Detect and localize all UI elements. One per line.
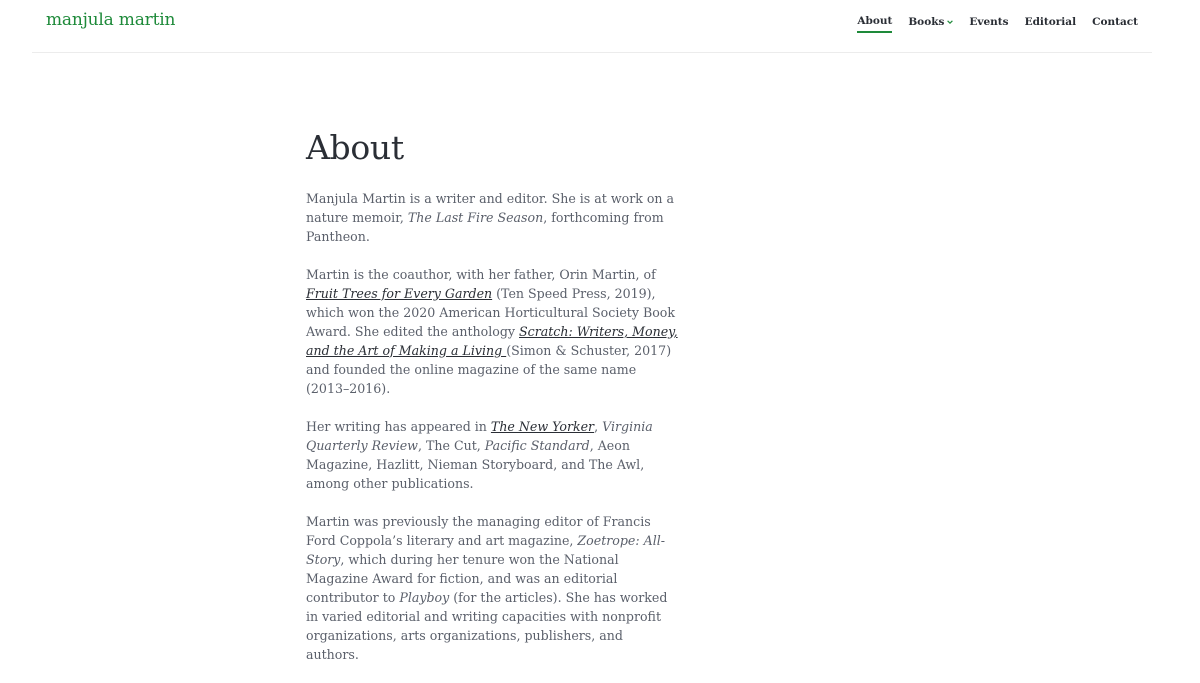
link-scratch[interactable]: Scratch: Writers, Money, and the Art of Making a Living — [306, 324, 678, 358]
text: (for the articles). She has worked in varied editorial and writing capacities with nonprofit organizations, arts organizations, publishers, and authors. — [306, 590, 668, 662]
text: Martin is the coauthor, with her father, Orin Martin, of — [306, 267, 656, 282]
bio-paragraph-2 — [306, 265, 678, 398]
text: Manjula Martin is a writer and editor. She is at work on a nature memoir, — [306, 191, 675, 225]
site-title-link[interactable]: manjula martin — [46, 10, 176, 30]
link-new-yorker[interactable]: The New Yorker — [490, 419, 595, 434]
book-title-last-fire-season: The Last Fire Season — [407, 210, 544, 225]
nav-about[interactable] — [857, 15, 892, 33]
nav-contact-label: Contact — [1092, 16, 1138, 28]
text: , The Cut, — [417, 438, 485, 453]
text: , which during her tenure won the National Magazine Award for fiction, and was an editorial contributor to — [306, 552, 619, 605]
main-nav — [857, 15, 1138, 33]
text: Her writing has appeared in — [306, 419, 491, 434]
page-title: About — [306, 128, 404, 167]
nav-about-label: About — [857, 15, 893, 27]
publication-pacific-standard: Pacific Standard — [484, 438, 590, 453]
site-header — [32, 0, 1152, 53]
publication-zoetrope: Zoetrope: All-Story — [306, 533, 666, 567]
nav-books[interactable] — [908, 15, 953, 33]
text: , Aeon Magazine, Hazlitt, Nieman Storyboard, and The Awl, among other publications. — [306, 438, 645, 491]
text: , — [594, 419, 603, 434]
nav-books-label: Books — [908, 16, 945, 28]
bio-paragraph-4 — [306, 512, 678, 664]
bio-paragraph-1 — [306, 189, 678, 246]
nav-events[interactable] — [969, 15, 1008, 33]
publication-vqr: Virginia Quarterly Review — [306, 419, 653, 453]
nav-editorial-label: Editorial — [1024, 16, 1077, 28]
link-fruit-trees[interactable]: Fruit Trees for Every Garden — [306, 286, 493, 301]
bio-paragraph-3 — [306, 417, 678, 493]
text: Martin was previously the managing editor of Francis Ford Coppola’s literary and art magazine, — [306, 514, 651, 548]
main-content — [306, 128, 678, 683]
nav-events-label: Events — [969, 16, 1009, 28]
chevron-down-icon — [947, 19, 953, 25]
nav-contact[interactable] — [1092, 15, 1138, 33]
publication-playboy: Playboy — [399, 590, 450, 605]
text: (Simon & Schuster, 2017) and founded the online magazine of the same name (2013–2016). — [306, 343, 672, 396]
nav-editorial[interactable] — [1025, 15, 1077, 33]
text: , forthcoming from Pantheon. — [306, 210, 664, 244]
text: (Ten Speed Press, 2019), which won the 2020 American Horticultural Society Book Award. She edited the anthology — [306, 286, 676, 339]
